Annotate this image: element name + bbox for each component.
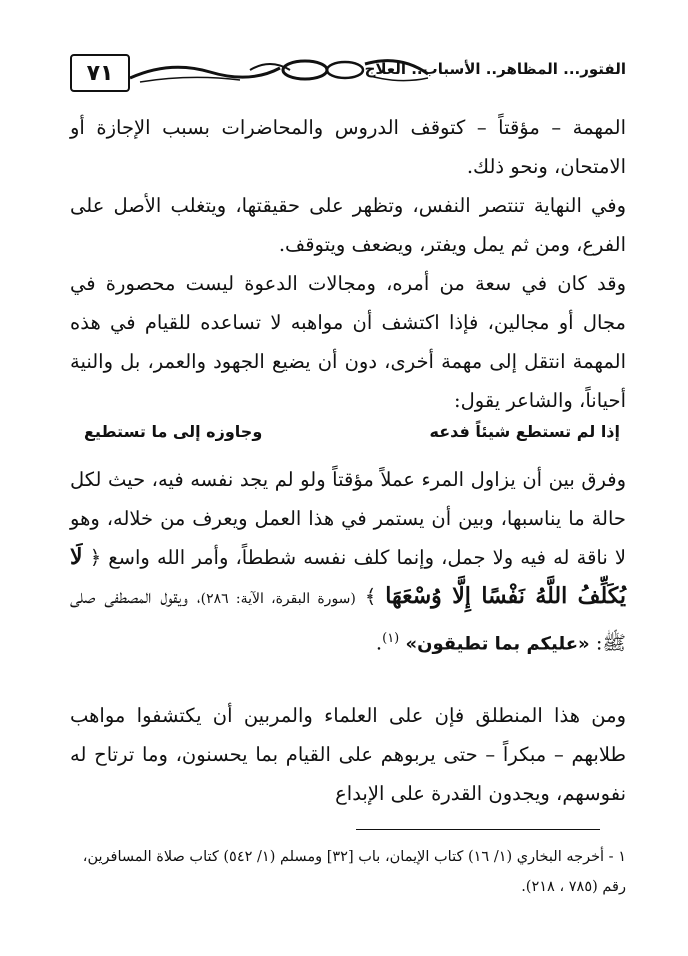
quran-close-bracket: ﴾	[364, 585, 377, 608]
verse-hemistich-1: إذا لم تستطع شيئاً فدعه	[429, 422, 620, 441]
paragraph-4-mid: ، ويقول المصطفى صلى ﷺ:	[70, 585, 626, 655]
paragraph-4-end: .	[375, 631, 383, 655]
footnote-divider	[356, 829, 600, 830]
paragraph-2: وفي النهاية تنتصر النفس، وتظهر على حقيقتها، ويتغلب الأصل على الفرع، ومن ثم يمل ويفتر، ويضعف ويتوقف.	[70, 194, 626, 256]
quran-open-bracket: ﴿	[89, 546, 102, 569]
quran-reference: (سورة البقرة، الآية: ٢٨٦)	[200, 591, 356, 607]
paragraph-4	[70, 460, 626, 664]
page-header	[70, 40, 626, 100]
footnote-marker: (١)	[382, 631, 400, 646]
poetry-verse	[70, 412, 626, 452]
verse-hemistich-2: وجاوزه إلى ما تستطيع	[84, 422, 263, 441]
quran-verse: لَا يُكَلِّفُ اللَّهُ نَفْسًا إِلَّا وُسْعَهَا	[70, 544, 627, 609]
hadith-quote: «عليكم بما تطيقون»	[405, 633, 590, 655]
footnote: ١ - أخرجه البخاري (١/ ١٦) كتاب الإيمان، باب [٣٢] ومسلم (١/ ٥٤٢) كتاب صلاة المسافرين، رقم (٧٨٥ ، ٢١٨).	[82, 849, 626, 895]
paragraph-1: المهمة – مؤقتاً – كتوقف الدروس والمحاضرات بسبب الإجازة أو الامتحان، ونحو ذلك.	[70, 116, 626, 178]
paragraph-4-text: وفرق بين أن يزاول المرء عملاً مؤقتاً ولو لم يجد نفسه فيه، حيث لكل حالة ما يناسبها، وبين أن يستمر في هذا العمل ويعرف من خلاله، وهو لا ناقة له فيه ولا جمل، وإنما كلف نفسه شططاً، وأمر الله واسع	[70, 468, 627, 569]
running-title: الفتور... المظاهر.. الأسباب.. العلاج	[364, 60, 626, 78]
paragraph-5: ومن هذا المنطلق فإن على العلماء والمربين أن يكتشفوا مواهب طلابهم – مبكراً – حتى يربوهم على القيام بما يحسنون، وما ترتاح له نفوسهم، ويجدون القدرة على الإبداع	[70, 704, 626, 805]
page-number: ٧١	[70, 54, 130, 92]
paragraph-3: وقد كان في سعة من أمره، ومجالات الدعوة ليست محصورة في مجال أو مجالين، فإذا اكتشف أن مواهبه لا تساعده للقيام في هذه المهمة انتقل إلى مهمة أخرى، دون أن يضيع الجهود والعمر، بل والنية أحياناً، والشاعر يقول:	[70, 272, 626, 412]
